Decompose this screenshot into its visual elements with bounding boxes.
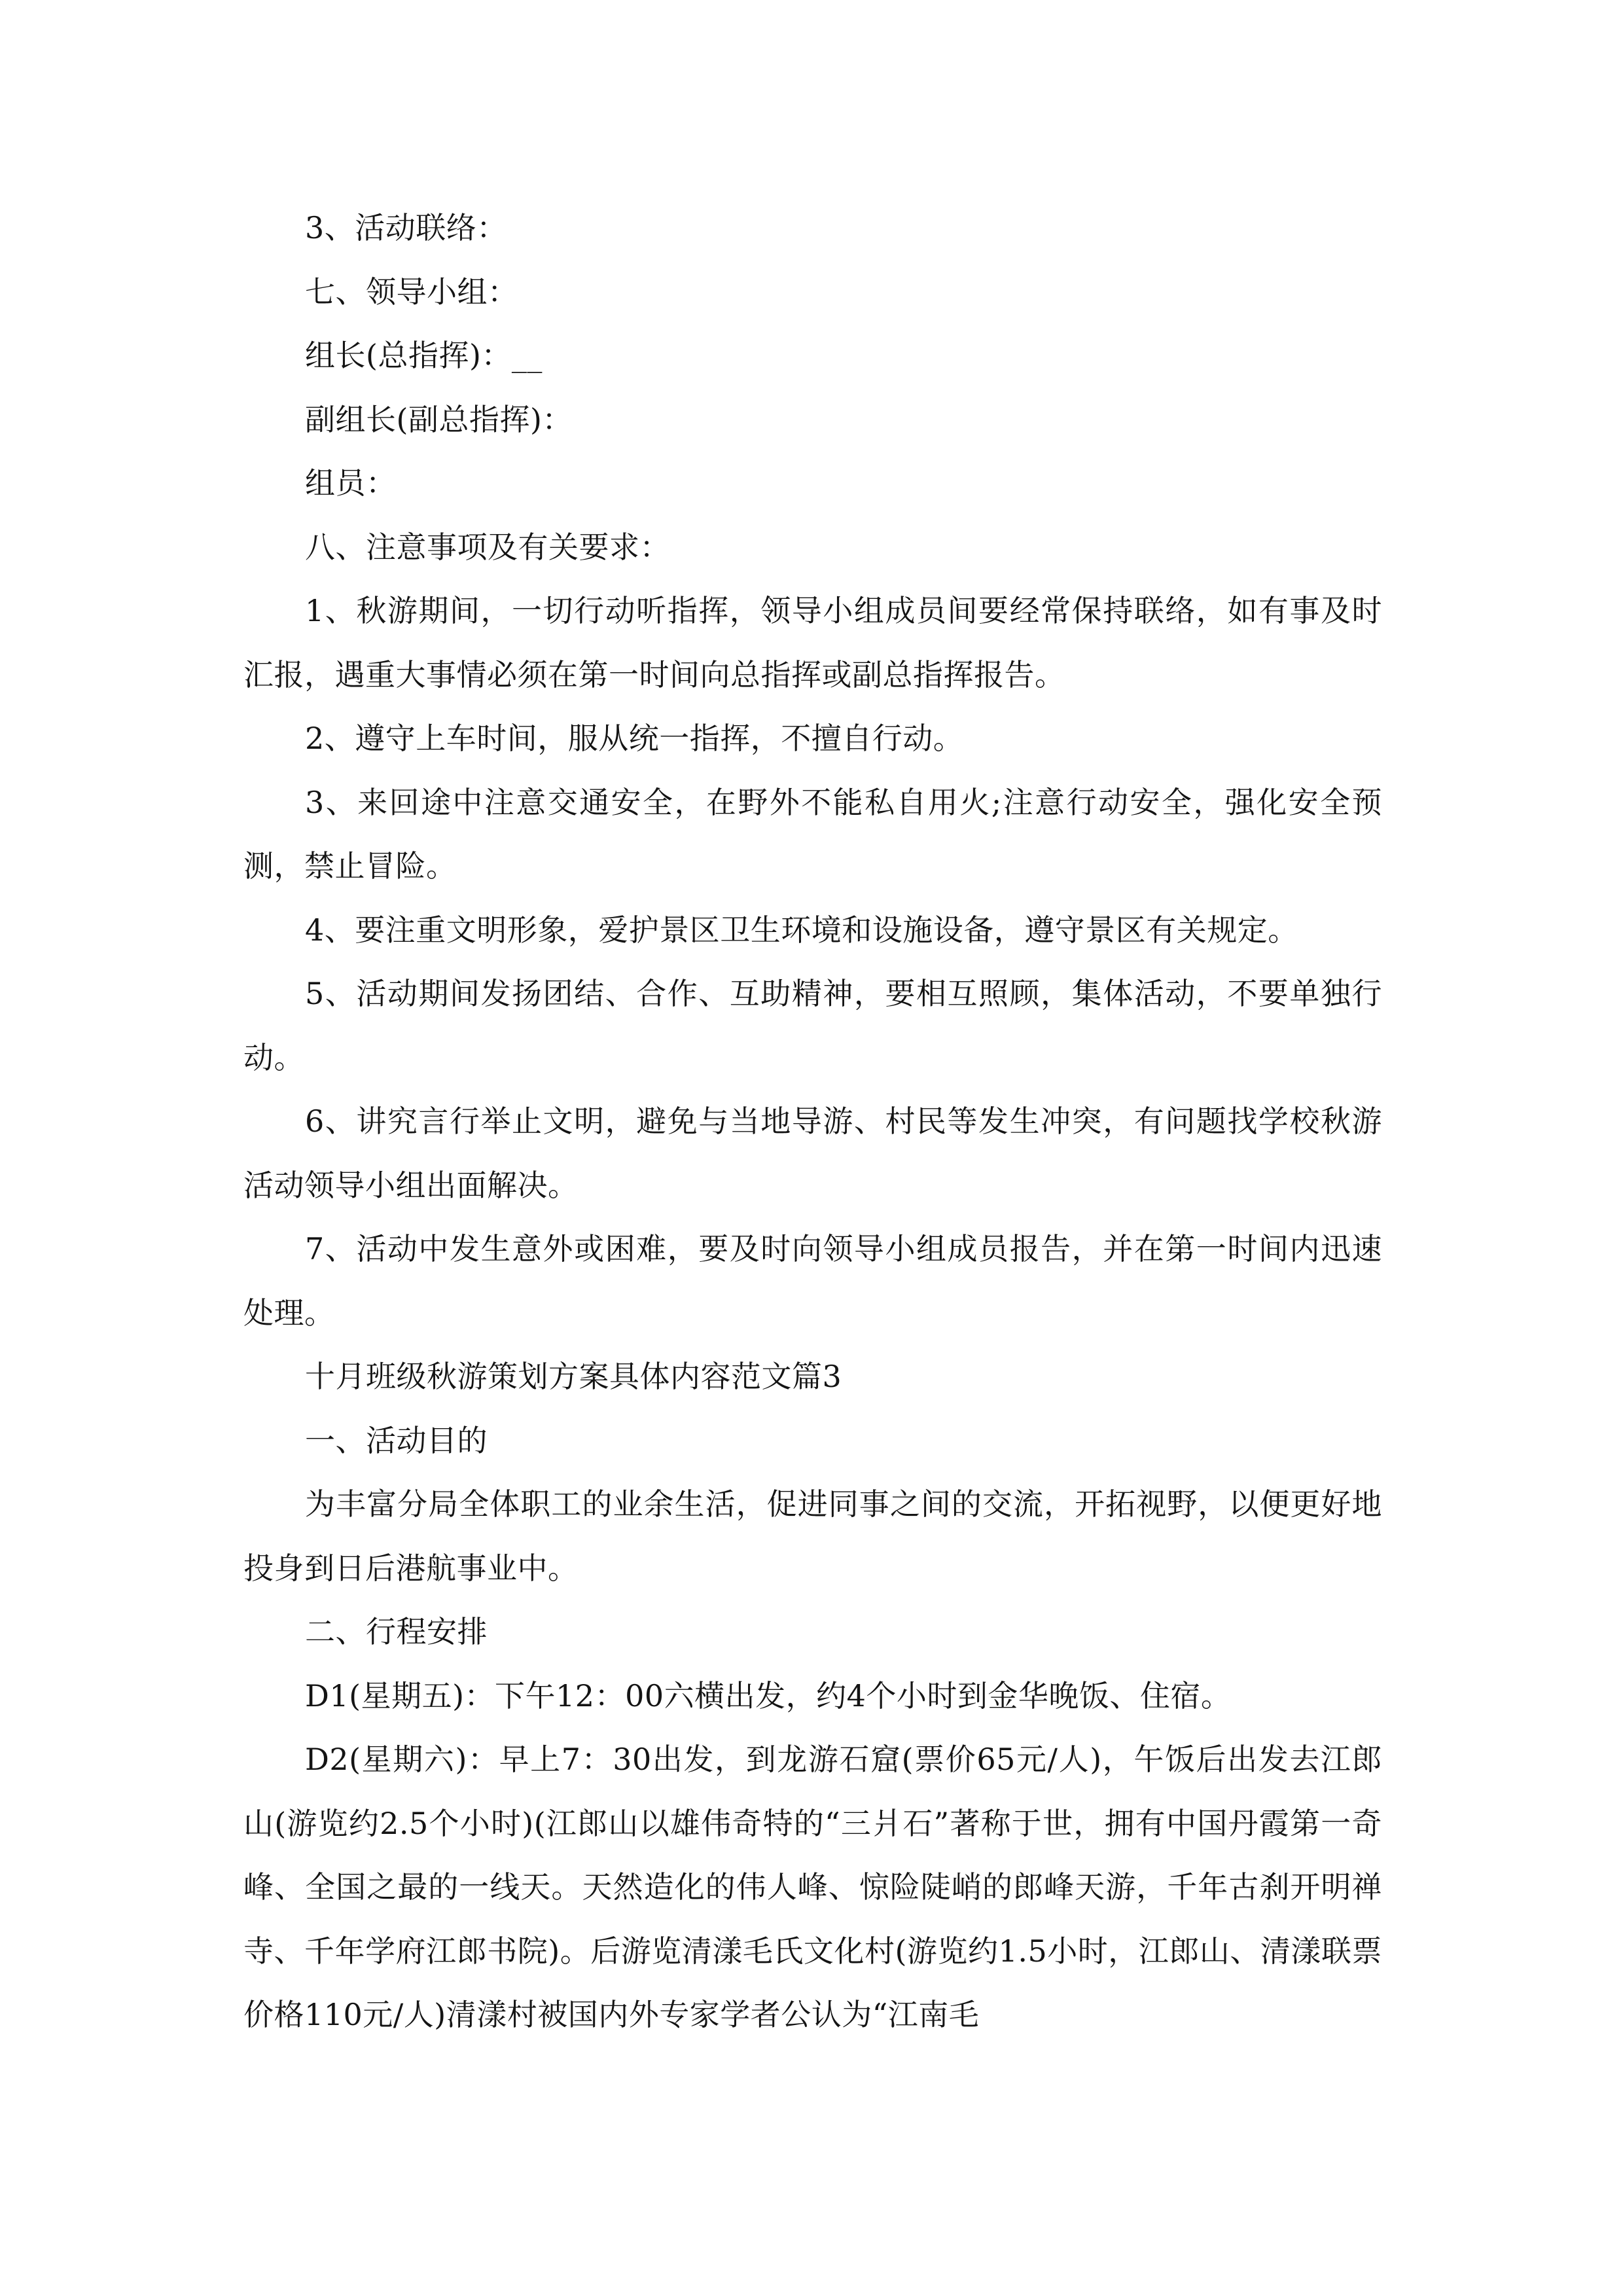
requirement-item-6: 6、讲究言行举止文明，避免与当地导游、村民等发生冲突，有问题找学校秋游活动领导小组出面解决。 bbox=[243, 1103, 1382, 1203]
section-heading-itinerary: 二、行程安排 bbox=[305, 1614, 488, 1649]
leader-line: 组长(总指挥)：__ bbox=[305, 338, 543, 373]
document-body bbox=[243, 196, 1382, 2047]
members-line: 组员： bbox=[305, 465, 397, 501]
purpose-paragraph: 为丰富分局全体职工的业余生活，促进同事之间的交流，开拓视野，以便更好地投身到日后港航事业中。 bbox=[243, 1486, 1382, 1586]
requirement-item-1: 1、秋游期间，一切行动听指挥，领导小组成员间要经常保持联络，如有事及时汇报，遇重大事情必须在第一时间向总指挥或副总指挥报告。 bbox=[243, 593, 1382, 692]
requirement-item-5: 5、活动期间发扬团结、合作、互助精神，要相互照顾，集体活动，不要单独行动。 bbox=[243, 976, 1382, 1075]
article-title: 十月班级秋游策划方案具体内容范文篇3 bbox=[305, 1359, 842, 1394]
requirement-item-3: 3、来回途中注意交通安全，在野外不能私自用火;注意行动安全，强化安全预测，禁止冒险。 bbox=[243, 784, 1382, 884]
itinerary-day-1: D1(星期五)：下午12：00六横出发，约4个小时到金华晚饭、住宿。 bbox=[305, 1677, 1232, 1713]
section-heading-purpose: 一、活动目的 bbox=[305, 1422, 488, 1458]
requirement-item-7: 7、活动中发生意外或困难，要及时向领导小组成员报告，并在第一时间内迅速处理。 bbox=[243, 1231, 1382, 1331]
section-item-contact: 3、活动联络： bbox=[305, 210, 507, 245]
section-heading-leadership: 七、领导小组： bbox=[305, 274, 518, 310]
deputy-leader-line: 副组长(副总指挥)： bbox=[305, 401, 573, 437]
section-heading-requirements: 八、注意事项及有关要求： bbox=[305, 529, 670, 565]
itinerary-day-2: D2(星期六)：早上7：30出发，到龙游石窟(票价65元/人)，午饭后出发去江郎山(游览约2.5个小时)(江郎山以雄伟奇特的“三爿石”著称于世，拥有中国丹霞第一奇峰、全国之最的一线天。天然造化的伟人峰、惊险陡峭的郎峰天游，千年古刹开明禅寺、千年学府江郎书院)。后游览清漾毛氏文化村(游览约1.5小时，江郎山、清漾联票价格110元/人)清漾村被国内外专家学者公认为“江南毛 bbox=[243, 1742, 1382, 2032]
requirement-item-4: 4、要注重文明形象，爱护景区卫生环境和设施设备，遵守景区有关规定。 bbox=[305, 912, 1298, 948]
requirement-item-2: 2、遵守上车时间，服从统一指挥，不擅自行动。 bbox=[305, 721, 964, 756]
